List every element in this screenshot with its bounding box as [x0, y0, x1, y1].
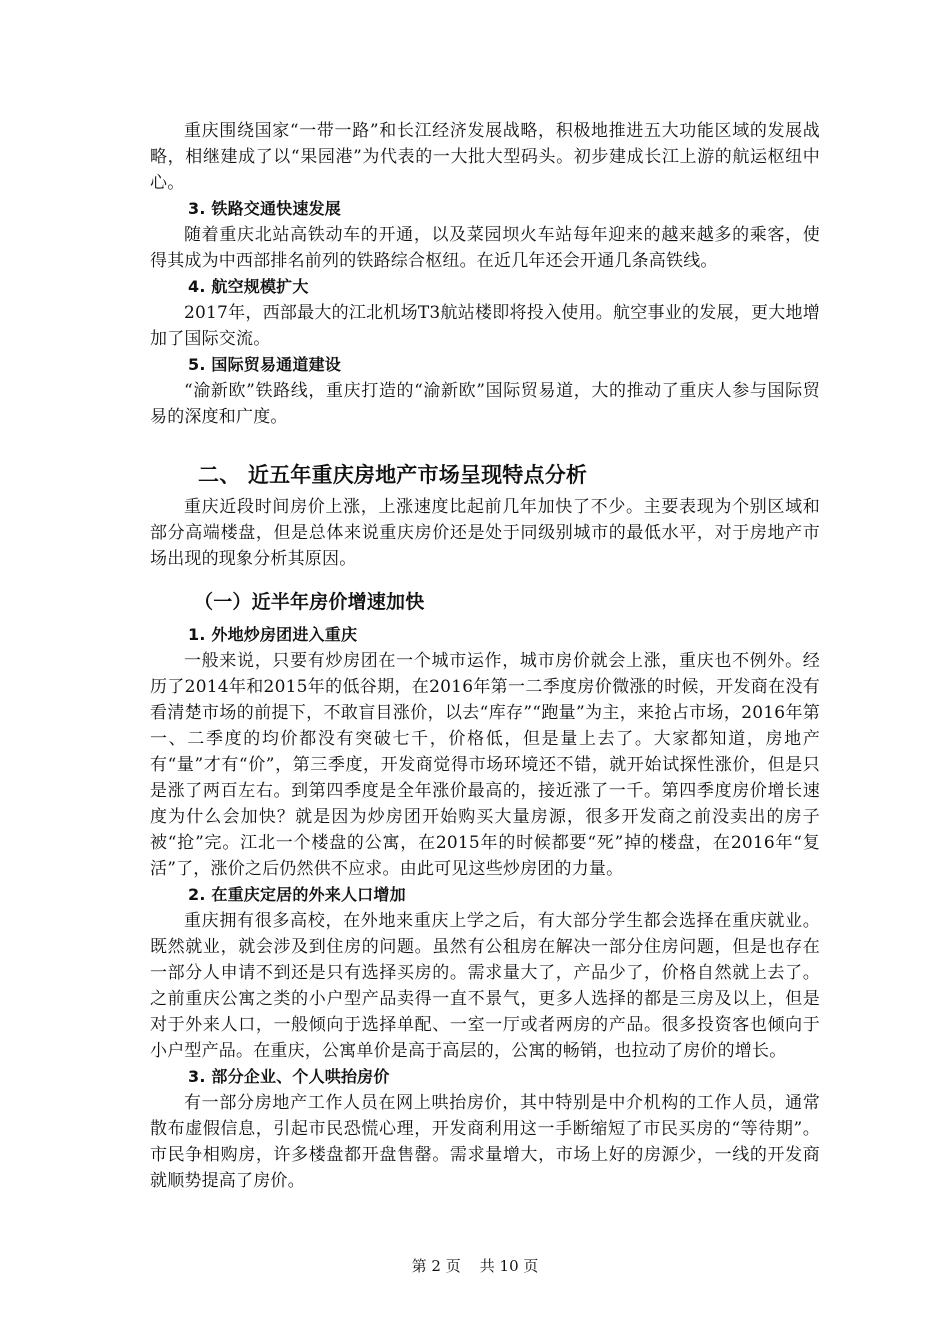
- paragraph-trade: “渝新欧”铁路线，重庆打造的“渝新欧”国际贸易道，大的推动了重庆人参与国际贸易的深度和广度。: [150, 381, 820, 427]
- document-page: [150, 118, 820, 1194]
- paragraph-port: 重庆围绕国家“一带一路”和长江经济发展战略，积极地推进五大功能区域的发展战略，相继建成了以“果园港”为代表的一大批大型码头。初步建成长江上游的航运枢纽中心。: [150, 121, 820, 193]
- section-intro: 重庆近段时间房价上涨，上涨速度比起前几年加快了不少。主要表现为个别区域和部分高端楼盘，但是总体来说重庆房价还是处于同级别城市的最低水平，对于房地产市场出现的现象分析其原因。: [150, 497, 820, 569]
- paragraph-air: 2017年，西部最大的江北机场T3航站楼即将投入使用。航空事业的发展，更大地增加了国际交流。: [150, 303, 820, 349]
- heading-rail: 3. 铁路交通快速发展: [188, 199, 341, 218]
- heading-item1: 1. 外地炒房团进入重庆: [188, 625, 358, 644]
- paragraph-item3: 有一部分房地产工作人员在网上哄抬房价，其中特别是中介机构的工作人员，通常散布虚假信息，引起市民恐慌心理，开发商利用这一手断缩短了市民买房的“等待期”。市民争相购房，许多楼盘都开盘售罄。需求量增大，市场上好的房源少，一线的开发商就顺势提高了房价。: [150, 1093, 820, 1191]
- page-footer: 第 2 页 共 10 页: [411, 1257, 539, 1275]
- subsection-title: （一）近半年房价增速加快: [194, 591, 425, 613]
- heading-air: 4. 航空规模扩大: [188, 277, 309, 296]
- heading-item3: 3. 部分企业、个人哄抬房价: [188, 1067, 390, 1086]
- heading-item2: 2. 在重庆定居的外来人口增加: [188, 885, 406, 904]
- paragraph-item2: 重庆拥有很多高校，在外地来重庆上学之后，有大部分学生都会选择在重庆就业。既然就业，就会涉及到住房的问题。虽然有公租房在解决一部分住房问题，但是也存在一部分人申请不到还是只有选择买房的。需求量大了，产品少了，价格自然就上去了。之前重庆公寓之类的小户型产品卖得一直不景气，更多人选择的都是三房及以上，但是对于外来人口，一般倾向于选择单配、一室一厅或者两房的产品。很多投资客也倾向于小户型产品。在重庆，公寓单价是高于高层的，公寓的畅销，也拉动了房价的增长。: [150, 911, 820, 1061]
- paragraph-item1: 一般来说，只要有炒房团在一个城市运作，城市房价就会上涨，重庆也不例外。经历了2014年和2015年的低谷期，在2016年第一二季度房价微涨的时候，开发商在没有看清楚市场的前提下，不敢盲目涨价，以去“库存”“跑量”为主，来抢占市场，2016年第一、二季度的均价都没有突破七千，价格低，但是量上去了。大家都知道，房地产有“量”才有“价”，第三季度，开发商觉得市场环境还不错，就开始试探性涨价，但是只是涨了两百左右。到第四季度是全年涨价最高的，接近涨了一千。第四季度房价增长速度为什么会加快？就是因为炒房团开始购买大量房源，很多开发商之前没卖出的房子被“抢”完。江北一个楼盘的公寓，在2015年的时候都要“死”掉的楼盘，在2016年“复活”了，涨价之后仍然供不应求。由此可见这些炒房团的力量。: [150, 651, 820, 879]
- paragraph-rail: 随着重庆北站高铁动车的开通，以及菜园坝火车站每年迎来的越来越多的乘客，使得其成为中西部排名前列的铁路综合枢纽。在近几年还会开通几条高铁线。: [150, 225, 820, 271]
- section-title: 二、 近五年重庆房地产市场呈现特点分析: [198, 463, 588, 487]
- heading-trade: 5. 国际贸易通道建设: [188, 355, 341, 374]
